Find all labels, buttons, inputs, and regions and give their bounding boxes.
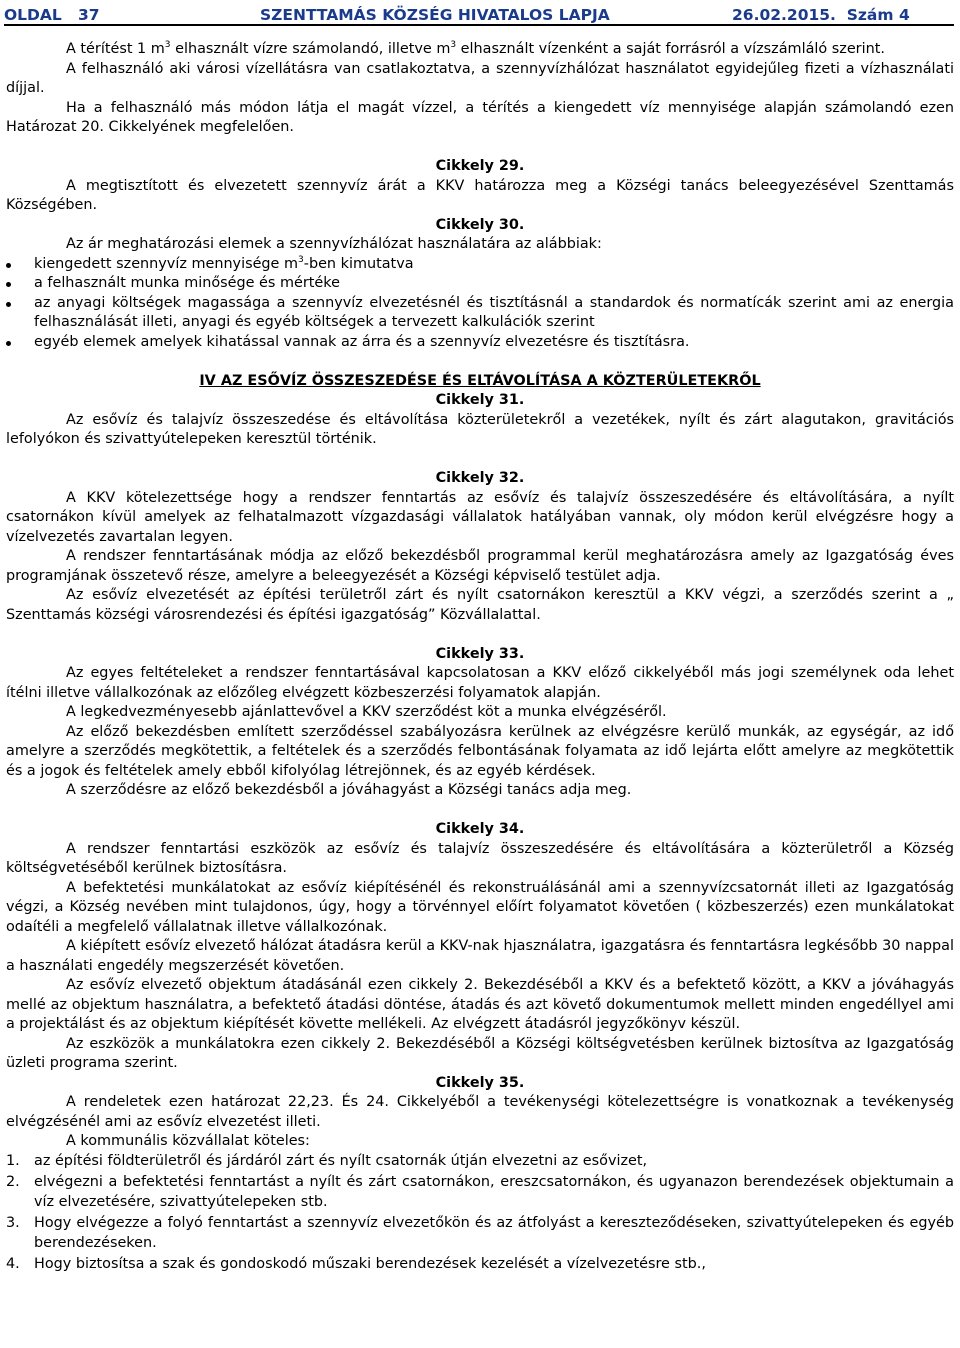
paragraph: A felhasználó aki városi vízellátásra van csatlakoztatva, a szennyvízhálózat használatot egyidejűleg fizeti a vízhasználati díjjal. bbox=[6, 60, 954, 96]
paragraph: Az ár meghatározási elemek a szennyvízhálózat használatára az alábbiak: bbox=[66, 236, 602, 252]
list-item: az anyagi költségek magassága a szennyvíz elvezetésnél és tisztításnál a standardok és normatícák szerint ami az energia felhasználását illeti, anyagi és egyéb költségek a tervezett kalkulációk szerint bbox=[6, 294, 954, 333]
paragraph: Az esővíz és talajvíz összeszedése és eltávolítása közterületekről a vezetékek, nyílt és zárt alagutakon, gravitációs lefolyókon és szivattyútelepeken keresztül történik. bbox=[6, 411, 954, 447]
paragraph: A rendeletek ezen határozat 22,23. És 24. Cikkelyéből a tevékenységi kötelezettségre is vonatkoznak a tevékenység elvégzésénél ami az esővíz elvezetést illeti. bbox=[6, 1094, 954, 1130]
article-heading: Cikkely 34. bbox=[435, 821, 525, 837]
list-item: 3. Hogy elvégezze a folyó fenntartást a szennyvíz elvezetőkön és az átfolyást a kereszteződéseken, szivattyútelepeken és egyéb berendezéseken. bbox=[6, 1215, 954, 1251]
article-heading: Cikkely 29. bbox=[435, 158, 525, 174]
article-heading: Cikkely 35. bbox=[435, 1074, 525, 1091]
paragraph: Az egyes feltételeket a rendszer fenntartásával kapcsolatosan a KKV előző cikkelyéből más jogi személynek oda lehet ítélni illetve vállalkozónak az előzőleg elvégzett közbeszerzési folyamatok alapján. bbox=[6, 665, 954, 701]
list-item: kiengedett szennyvíz mennyisége $m^3$-ben kimutatva bbox=[6, 255, 954, 275]
document-body bbox=[6, 40, 954, 1277]
list-item: 4. Hogy biztosítsa a szak és gondoskodó műszaki berendezések kezelését a vízelvezetésre stb., bbox=[6, 1256, 706, 1272]
list-item: 1. az építési földterületről és járdáról zárt és nyílt csatornák útján elvezetni az esővizet, bbox=[6, 1152, 648, 1169]
article-heading: Cikkely 32. bbox=[435, 470, 525, 486]
paragraph: A kommunális közvállalat köteles: bbox=[66, 1133, 310, 1149]
numbered-list bbox=[6, 1152, 954, 1275]
paragraph: Ha a felhasználó más módon látja el magát vízzel, a térítés a kiengedett víz mennyisége alapján számolandó ezen Határozat 20. Cikkelyének megfelelően. bbox=[6, 99, 954, 135]
paragraph: A kiépített esővíz elvezető hálózat átadásra kerül a KKV-nak hjasználatra, igazgatásra és fenntartásra legkésőbb 30 nappal a használati engedély megszerzését követően. bbox=[6, 938, 954, 974]
paragraph: A KKV kötelezettsége hogy a rendszer fenntartás az esővíz és talajvíz összeszedésére és eltávolítására, a nyílt csatornákon kívül amelyek az felhatalmazott vízgazdasági vállalatok hatályában vannak, oly módon kerül elvégzésre hogy a vízelvezetés zavartalan legyen. bbox=[6, 489, 954, 545]
paragraph: Az eszközök a munkálatokra ezen cikkely 2. Bekezdéséből a Községi költségvetésben kerülnek biztosítva az Igazgatóság üzleti programa szerint. bbox=[6, 1035, 954, 1071]
paragraph: Az esővíz elvezető objektum átadásánál ezen cikkely 2. Bekezdéséből a KKV és a befektető között, a KKV a jóváhagyás mellé az objektum használatra, a befektető átadási döntése, átadás és azt követő dokumentumok mellett minden engedéllyel ami a projektálást és az objektum kiépítését követte mellékeli. Az elvégzett átadásról jegyzőkönyv készül. bbox=[6, 977, 954, 1032]
section-heading: IV AZ ESŐVÍZ ÖSSZESZEDÉSE ÉS ELTÁVOLÍTÁSA A KÖZTERÜLETEKRŐL bbox=[199, 372, 761, 389]
issue-date: 26.02.2015. bbox=[732, 6, 836, 24]
issue-info bbox=[732, 6, 910, 26]
publication-title: SZENTTAMÁS KÖZSÉG HIVATALOS LAPJA bbox=[260, 6, 610, 24]
article-heading: Cikkely 31. bbox=[435, 392, 525, 408]
paragraph: A legkedvezményesebb ajánlattevővel a KKV szerződést köt a munka elvégzéséről. bbox=[66, 704, 667, 720]
bullet-list bbox=[6, 255, 954, 353]
paragraph: A befektetési munkálatokat az esővíz kiépítésénél és rekonstruálásánál ami a szennyvízcsatornát illeti az Igazgatóság végzi, a Község nevében mint tulajdonos, úgy, hogy a törvénnyel előírt folyamatot követően ( közbeszerzés) ezen munkálatokat odaítéli a megfelelő vállalatnak illetve vállalkozónak. bbox=[6, 879, 954, 935]
paragraph: A rendszer fenntartásának módja az előző bekezdésből programmal kerül meghatározásra amely az Igazgatóság éves programjának összetevő része, amelyre a beleegyezését a Községi képviselő testület adja. bbox=[6, 548, 954, 584]
article-heading: Cikkely 30. bbox=[435, 216, 525, 233]
paragraph: A rendszer fenntartási eszközök az esővíz és talajvíz összeszedésére és eltávolítására a közterületről a Község költségvetéséből kerülnek biztosításra. bbox=[6, 840, 954, 876]
list-item: a felhasznált munka minősége és mértéke bbox=[6, 274, 954, 294]
list-item: egyéb elemek amelyek kihatással vannak az árra és a szennyvíz elvezetésre és tisztításra. bbox=[6, 333, 954, 353]
list-item: 2. elvégezni a befektetési fenntartást a nyílt és zárt csatornákon, ereszcsatornákon, és ugyanazon berendezések objektumain a víz elvezetésére, szivattyútelepeken stb. bbox=[6, 1174, 954, 1210]
page-header bbox=[4, 4, 954, 26]
paragraph: A megtisztított és elvezetett szennyvíz árát a KKV határozza meg a Községi tanács beleegyezésével Szenttamás Községében. bbox=[6, 177, 954, 213]
paragraph: Az előző bekezdésben említett szerződéssel szabályozásra kerülnek az elvégzésre kerülő munkák, az egységár, az idő amelyre a szerződés megkötettik, a feltételek és a szerződés felbontásának folyamata az idő lejárta előtt amelyre az megkötettik és a jogok és feltételek amely ebből kifolyólag létrejönnek, és az egyéb kérdések. bbox=[6, 723, 954, 779]
paragraph: A szerződésre az előző bekezdésből a jóváhagyást a Községi tanács adja meg. bbox=[66, 782, 632, 798]
paragraph: A térítést 1 $m^3$ elhasznált vízre számolandó, illetve $m^3$ elhasznált vízenként a saját forrásról a vízszámláló szerint. bbox=[66, 40, 885, 57]
issue-number: Szám 4 bbox=[846, 6, 910, 24]
page-number: 37 bbox=[78, 6, 100, 24]
page-label: OLDAL 37 bbox=[4, 6, 100, 24]
paragraph: Az esővíz elvezetését az építési területről zárt és nyílt csatornákon keresztül a KKV végzi, a szerződés szerint a „ Szenttamás községi városrendezési és építési igazgatóság” Közvállalattal. bbox=[6, 587, 954, 623]
article-heading: Cikkely 33. bbox=[435, 645, 525, 662]
